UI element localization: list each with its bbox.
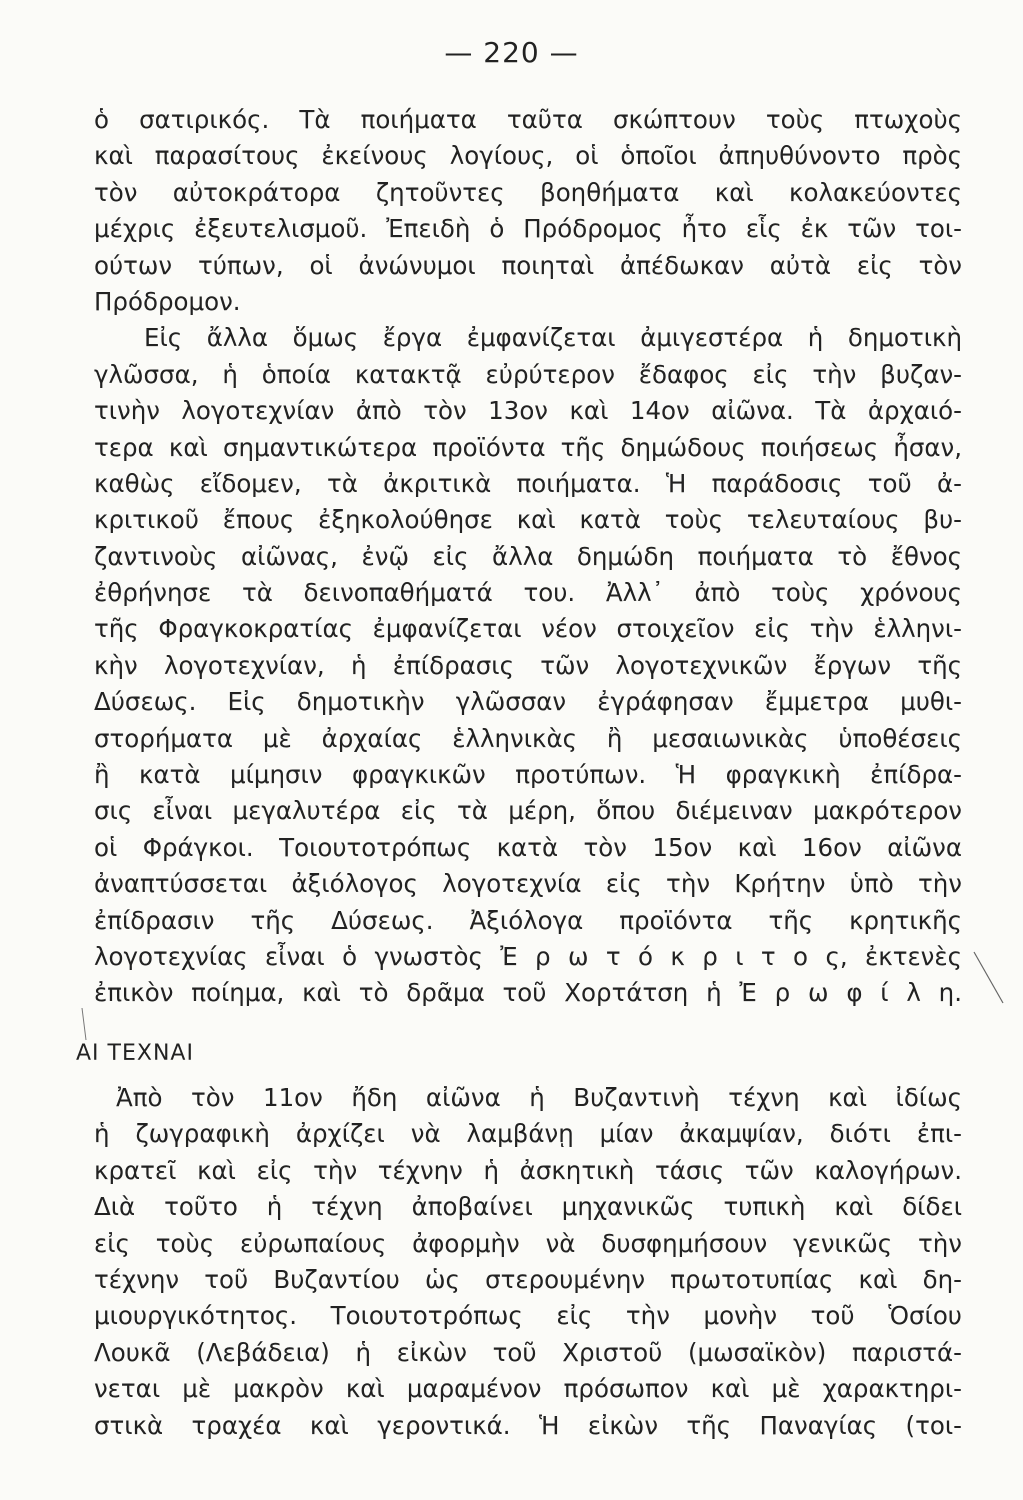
text-line: ἐπίδρασιν τῆς Δύσεως. Ἀξιόλογα προϊόντα τῆς κρητικῆς bbox=[94, 905, 962, 935]
text-line: μιουργικότητος. Τοιουτοτρόπως εἰς τὴν μονὴν τοῦ Ὁσίου bbox=[94, 1301, 962, 1331]
text-line: ἐπικὸν ποίημα, καὶ τὸ δρᾶμα τοῦ Χορτάτση ἡ Ἐ ρ ω φ ί λ η. bbox=[94, 978, 962, 1008]
text-line: Πρόδρομον. bbox=[94, 286, 241, 316]
text-line: στορήματα μὲ ἀρχαίας ἑλληνικὰς ἢ μεσαιωνικὰς ὑποθέσεις bbox=[94, 723, 962, 753]
text-line: στικὰ τραχέα καὶ γεροντικά. Ἡ εἰκὼν τῆς Παναγίας (τοι- bbox=[94, 1410, 962, 1440]
text-line: οἱ Φράγκοι. Τοιουτοτρόπως κατὰ τὸν 15ον καὶ 16ον αἰῶνα bbox=[94, 832, 962, 862]
text-line: καθὼς εἴδομεν, τὰ ἀκριτικὰ ποιήματα. Ἡ παράδοσις τοῦ ἀ- bbox=[94, 468, 962, 498]
text-line: εἰς τοὺς εὐρωπαίους ἀφορμὴν νὰ δυσφημήσουν γενικῶς τὴν bbox=[94, 1228, 962, 1258]
text-line: λογοτεχνίας εἶναι ὁ γνωστὸς Ἐ ρ ω τ ό κ ρ ι τ ο ς, ἐκτενὲς bbox=[94, 941, 962, 971]
text-line: τερα καὶ σημαντικώτερα προϊόντα τῆς δημώδους ποιήσεως ἦσαν, bbox=[94, 432, 962, 462]
text-line: γλῶσσα, ἡ ὁποία κατακτᾷ εὐρύτερον ἔδαφος εἰς τὴν βυζαν- bbox=[94, 359, 962, 389]
text-line: νεται μὲ μακρὸν καὶ μαραμένον πρόσωπον καὶ μὲ χαρακτηρι- bbox=[94, 1374, 962, 1404]
text-line: κρατεῖ καὶ εἰς τὴν τέχνην ἡ ἀσκητικὴ τάσις τῶν καλογήρων. bbox=[94, 1155, 962, 1185]
text-line: τινὴν λογοτεχνίαν ἀπὸ τὸν 13ον καὶ 14ον αἰῶνα. Τὰ ἀρχαιό- bbox=[94, 396, 962, 426]
text-line: ὁ σατιρικός. Τὰ ποιήματα ταῦτα σκώπτουν τοὺς πτωχοὺς bbox=[94, 105, 962, 134]
text-line: Λουκᾶ (Λεβάδεια) ἡ εἰκὼν τοῦ Χριστοῦ (μωσαϊκὸν) παριστά- bbox=[94, 1337, 962, 1367]
text-line: κὴν λογοτεχνίαν, ἡ ἐπίδρασις τῶν λογοτεχνικῶν ἔργων τῆς bbox=[94, 650, 962, 680]
section-heading: ΑΙ ΤΕΧΝΑΙ bbox=[76, 1041, 194, 1066]
text-line: κριτικοῦ ἔπους ἐξηκολούθησε καὶ κατὰ τοὺς τελευταίους βυ- bbox=[94, 505, 962, 535]
text-line: Δύσεως. Εἰς δημοτικὴν γλῶσσαν ἐγράφησαν ἔμμετρα μυθι- bbox=[94, 687, 962, 717]
text-line: ἡ ζωγραφικὴ ἀρχίζει νὰ λαμβάνῃ μίαν ἀκαμψίαν, διότι ἐπι- bbox=[94, 1119, 962, 1149]
pencil-stroke bbox=[82, 1008, 86, 1040]
text-line: ἐθρήνησε τὰ δεινοπαθήματά του. Ἀλλ᾽ ἀπὸ τοὺς χρόνους bbox=[94, 578, 962, 608]
text-line: Ἀπὸ τὸν 11ον ἤδη αἰῶνα ἡ Βυζαντινὴ τέχνη καὶ ἰδίως bbox=[116, 1083, 962, 1112]
text-line: σις εἶναι μεγαλυτέρα εἰς τὰ μέρη, ὅπου διέμειναν μακρότερον bbox=[94, 796, 962, 826]
pencil-stroke bbox=[974, 952, 1003, 1003]
text-line: τῆς Φραγκοκρατίας ἐμφανίζεται νέον στοιχεῖον εἰς τὴν ἑλληνι- bbox=[94, 614, 962, 644]
text-line: καὶ παρασίτους ἐκείνους λογίους, οἱ ὁποῖοι ἀπηυθύνοντο πρὸς bbox=[94, 141, 962, 171]
text-line: τέχνην τοῦ Βυζαντίου ὡς στερουμένην πρωτοτυπίας καὶ δη- bbox=[94, 1264, 962, 1294]
text-line: Εἰς ἄλλα ὅμως ἔργα ἐμφανίζεται ἀμιγεστέρα ἡ δημοτικὴ bbox=[144, 323, 962, 353]
text-line: τὸν αὐτοκράτορα ζητοῦντες βοηθήματα καὶ κολακεύοντες bbox=[94, 177, 962, 207]
text-line: Διὰ τοῦτο ἡ τέχνη ἀποβαίνει μηχανικῶς τυπικὴ καὶ δίδει bbox=[94, 1192, 962, 1222]
text-line: μέχρις ἐξευτελισμοῦ. Ἐπειδὴ ὁ Πρόδρομος ἦτο εἷς ἐκ τῶν τοι- bbox=[94, 214, 962, 244]
text-line: ἢ κατὰ μίμησιν φραγκικῶν προτύπων. Ἡ φραγκικὴ ἐπίδρα- bbox=[94, 760, 962, 790]
text-line: ούτων τύπων, οἱ ἀνώνυμοι ποιηταὶ ἀπέδωκαν αὐτὰ εἰς τὸν bbox=[94, 250, 962, 280]
page-number: — 220 — bbox=[444, 36, 579, 69]
text-line: ζαντινοὺς αἰῶνας, ἐνῷ εἰς ἄλλα δημώδη ποιήματα τὸ ἔθνος bbox=[94, 541, 962, 571]
text-line: ἀναπτύσσεται ἀξιόλογος λογοτεχνία εἰς τὴν Κρήτην ὑπὸ τὴν bbox=[94, 869, 962, 899]
